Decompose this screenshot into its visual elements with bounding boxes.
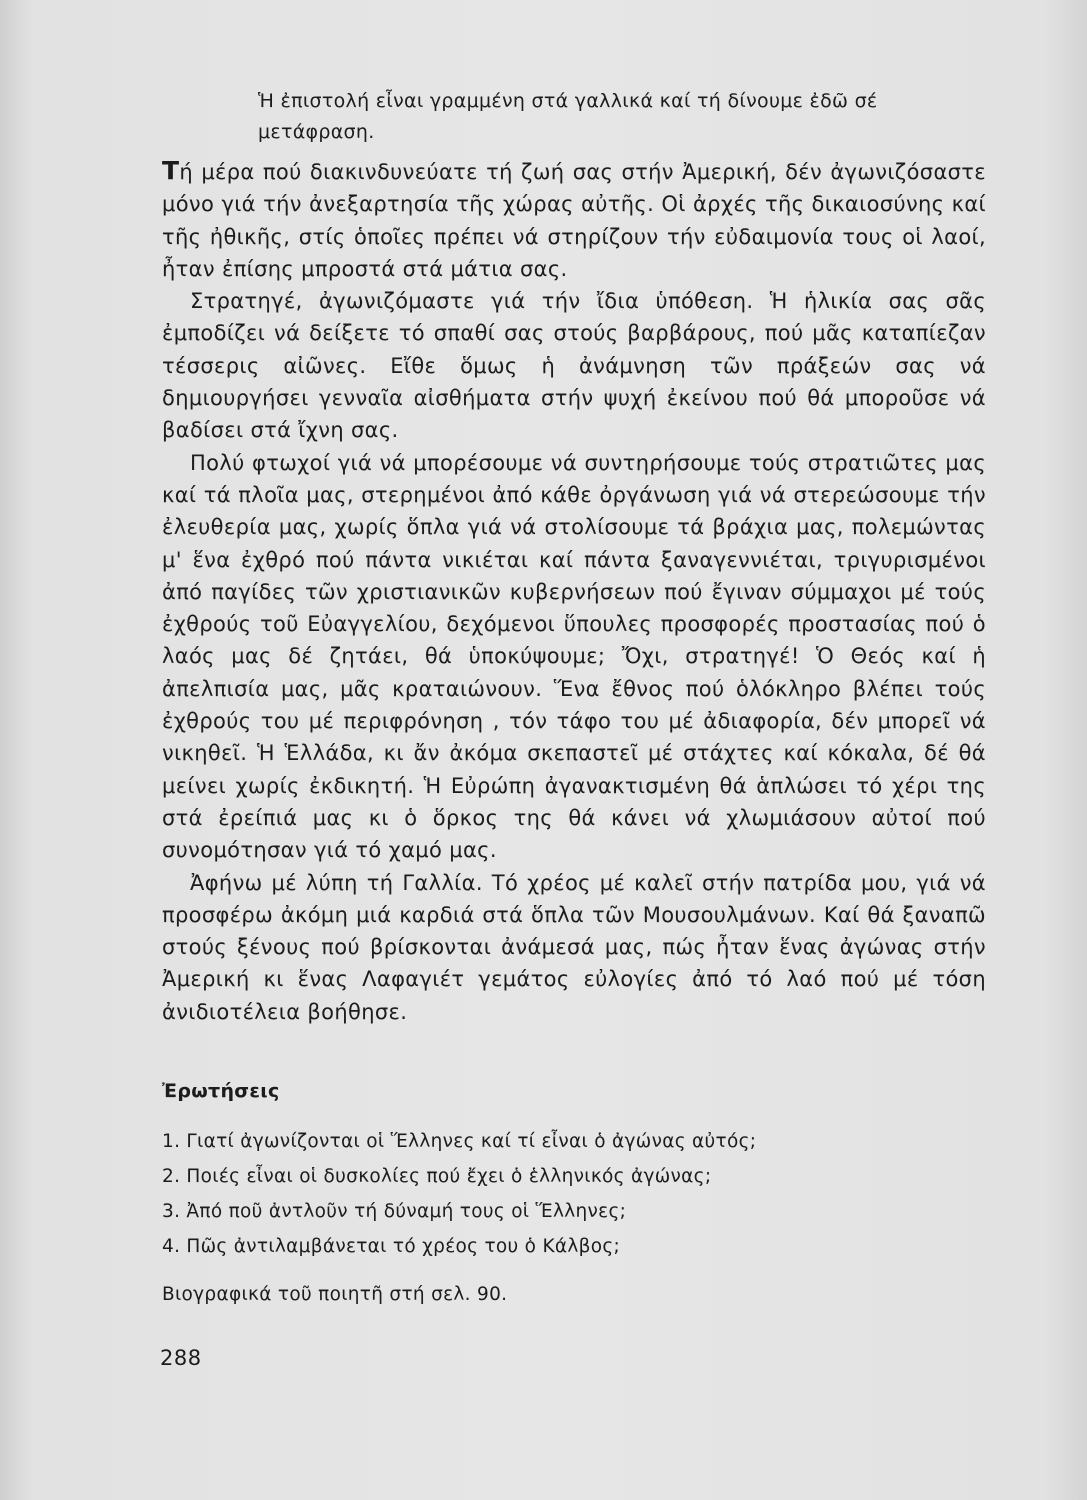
question-item: 1. Γιατί ἀγωνίζονται οἱ Ἕλληνες καί τί εἶναι ὁ ἀγώνας αὐτός; bbox=[162, 1131, 757, 1152]
paragraph-3: Πολύ φτωχοί γιά νά μπορέσουμε νά συντηρήσουμε τούς στρατιῶτες μας καί τά πλοῖα μας, στερημένοι ἀπό κάθε ὀργάνωση γιά νά στερεώσουμε τήν ἐλευθερία μας, χωρίς ὅπλα γιά νά στολίσουμε τά βράχια μας, πολεμώντας μ' ἕνα ἐχθρό πού πάντα νικιέται καί πάντα ξαναγεννιέται, τριγυρισμένοι ἀπό παγίδες τῶν χριστιανικῶν κυβερνήσεων πού ἔγιναν σύμμαχοι μέ τούς ἐχθρούς τοῦ Εὐαγγελίου, δεχόμενοι ὕπουλες προσφορές προστασίας πού ὁ λαός μας δέ ζητάει, θά ὑποκύψουμε; Ὄχι, στρατηγέ! Ὁ Θεός καί ἡ ἀπελπισία μας, μᾶς κραταιώνουν. Ἕνα ἔθνος πού ὁλόκληρο βλέπει τούς ἐχθρούς του μέ περιφρόνηση , τόν τάφο του μέ ἀδιαφορία, δέν μπορεῖ νά νικηθεῖ. Ἡ Ἑλλάδα, κι ἄν ἀκόμα σκεπαστεῖ μέ στάχτες καί κόκαλα, δέ θά μείνει χωρίς ἐκδικητή. Ἡ Εὐρώπη ἀγανακτισμένη θά ἁπλώσει τό χέρι της στά ἐρείπιά μας κι ὁ ὅρκος της θά κάνει νά χλωμιάσουν αὐτοί πού συνομότησαν γιά τό χαμό μας. bbox=[162, 450, 986, 863]
questions-heading: Ἐρωτήσεις bbox=[162, 1080, 280, 1102]
page-number: 288 bbox=[160, 1346, 202, 1370]
paragraph-4: Ἀφήνω μέ λύπη τή Γαλλία. Τό χρέος μέ καλεῖ στήν πατρίδα μου, γιά νά προσφέρω ἀκόμη μιά καρδιά στά ὅπλα τῶν Μουσουλμάνων. Καί θά ξαναπῶ στούς ξένους πού βρίσκονται ἀνάμεσά μας, πώς ἦταν ἕνας ἀγώνας στήν Ἀμερική κι ἕνας Λαφαγιέτ γεμάτος εὐλογίες ἀπό τό λαό πού μέ τόση ἀνιδιοτέλεια βοήθησε. bbox=[162, 870, 986, 1024]
drop-cap: Τ bbox=[162, 156, 180, 185]
question-item: 2. Ποιές εἶναι οἱ δυσκολίες πού ἔχει ὁ ἑλληνικός ἀγώνας; bbox=[162, 1166, 712, 1187]
paragraph-1 bbox=[162, 155, 986, 285]
paragraph-2: Στρατηγέ, ἀγωνιζόμαστε γιά τήν ἴδια ὑπόθεση. Ἡ ἡλικία σας σᾶς ἐμποδίζει νά δείξετε τό σπαθί σας στούς βαρβάρους, πού μᾶς καταπίεζαν τέσσερις αἰῶνες. Εἴθε ὅμως ἡ ἀνάμνηση τῶν πράξεών σας νά δημιουργήσει γενναῖα αἰσθήματα στήν ψυχή ἐκείνου πού θά μποροῦσε νά βαδίσει στά ἴχνη σας. bbox=[162, 289, 986, 443]
translation-note: Ἡ ἐπιστολή εἶναι γραμμένη στά γαλλικά καί τή δίνουμε ἐδῶ σέ μετάφραση. bbox=[258, 90, 878, 143]
letter-text bbox=[162, 155, 986, 1028]
question-item: 4. Πῶς ἀντιλαμβάνεται τό χρέος του ὁ Κάλβος; bbox=[162, 1236, 621, 1257]
biography-reference: Βιογραφικά τοῦ ποιητῆ στή σελ. 90. bbox=[162, 1284, 508, 1305]
paragraph-1-text: ή μέρα πού διακινδυνεύατε τή ζωή σας στήν Ἀμερική, δέν ἀγωνιζόσαστε μόνο γιά τήν ἀνεξαρτησία τῆς χώρας αὐτῆς. Οἱ ἀρχές τῆς δικαιοσύνης καί τῆς ἠθικῆς, στίς ὁποῖες πρέπει νά στηρίζουν τήν εὐδαιμονία τους οἱ λαοί, ἦταν ἐπίσης μπροστά στά μάτια σας. bbox=[162, 160, 986, 281]
questions-list bbox=[162, 1124, 922, 1264]
question-item: 3. Ἀπό ποῦ ἀντλοῦν τή δύναμή τους οἱ Ἕλληνες; bbox=[162, 1201, 627, 1222]
